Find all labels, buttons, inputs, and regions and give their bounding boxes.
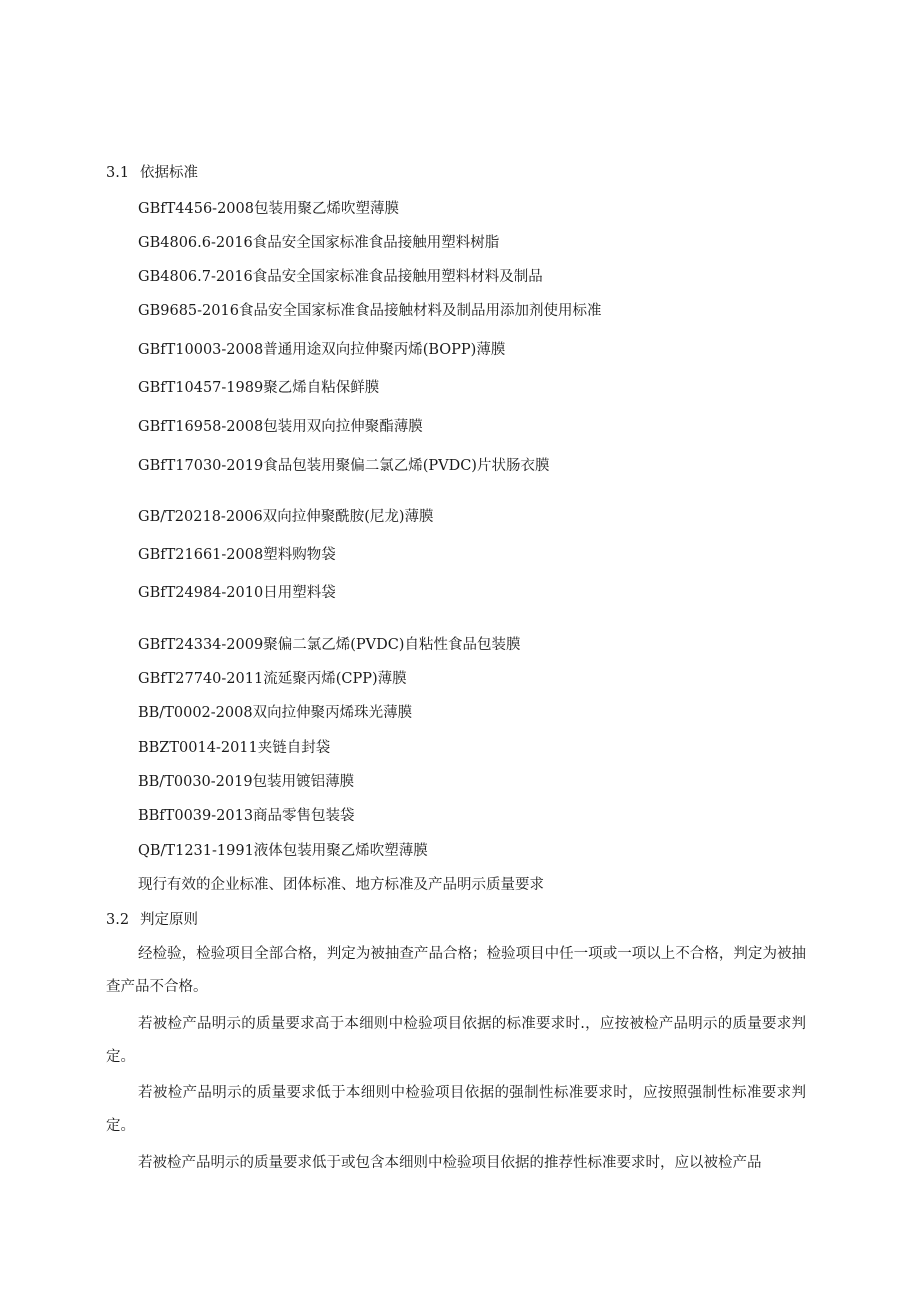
- standard-item: GBfT21661-2008塑料购物袋: [138, 547, 336, 563]
- section-3-2-heading: [106, 910, 198, 930]
- standard-item: BBfT0039-2013商品零售包装袋: [138, 808, 355, 824]
- section-number: 3.1: [106, 165, 130, 181]
- standard-item: GB4806.7-2016食品安全国家标准食品接触用塑料材料及制品: [138, 269, 543, 285]
- standard-item: BB/T0002-2008双向拉伸聚丙烯珠光薄膜: [138, 705, 413, 721]
- standard-item: GBfT10003-2008普通用途双向拉伸聚丙烯(BOPP)薄膜: [138, 342, 506, 358]
- section-number: 3.2: [106, 912, 130, 928]
- standard-item: GBfT24334-2009聚偏二氯乙烯(PVDC)自粘性食品包装膜: [138, 637, 521, 653]
- judgement-paragraph: 若被检产品明示的质量要求低于或包含本细则中检验项目依据的推荐性标准要求时，应以被检产品: [138, 1155, 762, 1171]
- standard-item: GB9685-2016食品安全国家标准食品接触材料及制品用添加剂使用标准: [138, 303, 602, 319]
- judgement-paragraph: 经检验，检验项目全部合格，判定为被抽查产品合格；检验项目中任一项或一项以上不合格，判定为被抽查产品不合格。: [106, 946, 806, 995]
- standard-item: GB4806.6-2016食品安全国家标准食品接触用塑料树脂: [138, 235, 500, 251]
- standard-item: 现行有效的企业标准、团体标准、地方标准及产品明示质量要求: [138, 877, 544, 893]
- section-title: 依据标准: [140, 165, 198, 181]
- standard-item: GBfT10457-1989聚乙烯自粘保鲜膜: [138, 380, 380, 396]
- standard-item: GBfT24984-2010日用塑料袋: [138, 585, 336, 601]
- standard-item: GBfT27740-2011流延聚丙烯(CPP)薄膜: [138, 671, 407, 687]
- section-title: 判定原则: [140, 912, 198, 928]
- standard-item: QB/T1231-1991液体包装用聚乙烯吹塑薄膜: [138, 843, 428, 859]
- standard-item: GBfT16958-2008包装用双向拉伸聚酯薄膜: [138, 419, 423, 435]
- standard-item: GBfT17030-2019食品包装用聚偏二氯乙烯(PVDC)片状肠衣膜: [138, 458, 550, 474]
- standard-item: GBfT4456-2008包装用聚乙烯吹塑薄膜: [138, 201, 399, 217]
- section-3-1-heading: [106, 163, 198, 183]
- standard-item: GB/T20218-2006双向拉伸聚酰胺(尼龙)薄膜: [138, 509, 434, 525]
- judgement-paragraph: 若被检产品明示的质量要求低于本细则中检验项目依据的强制性标准要求时，应按照强制性标准要求判定。: [106, 1085, 806, 1134]
- standard-item: BB/T0030-2019包装用镀铝薄膜: [138, 774, 355, 790]
- judgement-paragraph: 若被检产品明示的质量要求高于本细则中检验项目依据的标准要求时.，应按被检产品明示的质量要求判定。: [106, 1016, 806, 1065]
- standard-item: BBZT0014-2011夹链自封袋: [138, 740, 331, 756]
